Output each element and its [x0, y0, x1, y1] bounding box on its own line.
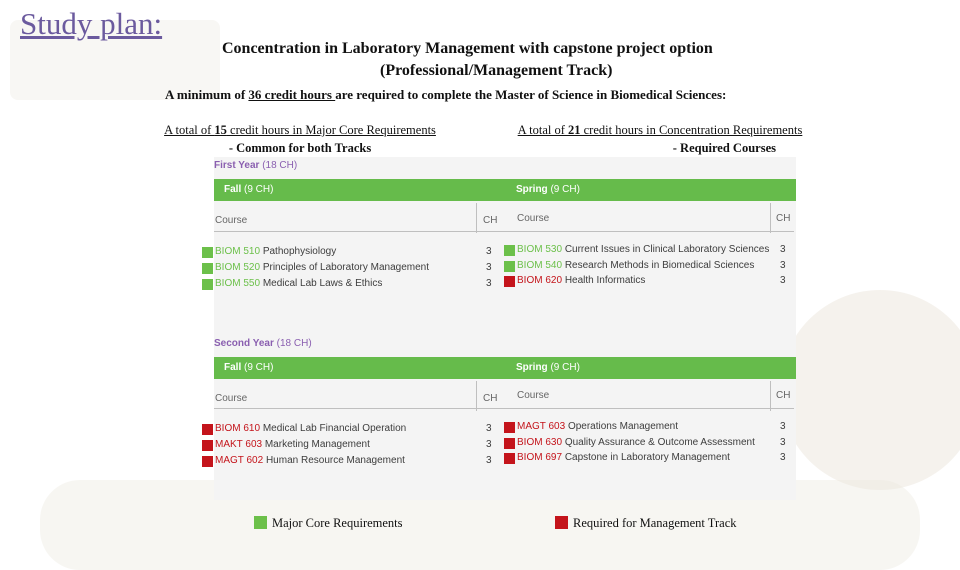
course-credit-hours: 3: [780, 421, 786, 432]
y2-header-rule: [214, 408, 794, 409]
course-code: BIOM 550: [215, 278, 261, 289]
y2-fall-label: Fall (9 CH): [224, 362, 274, 373]
concentration-requirements-note: [480, 121, 840, 157]
course-row: [517, 275, 645, 287]
subtitle-track: (Professional/Management Track): [380, 62, 613, 79]
course-type-marker: [202, 424, 213, 435]
course-code: MAKT 603: [215, 439, 263, 450]
course-row: [215, 423, 406, 435]
course-code: BIOM 510: [215, 246, 261, 257]
course-code: BIOM 520: [215, 262, 261, 273]
course-credit-hours: 3: [486, 262, 492, 273]
course-row: [215, 455, 405, 467]
course-credit-hours: 3: [780, 436, 786, 448]
subtitle-concentration: Concentration in Laboratory Management with capstone project option: [222, 40, 713, 57]
course-row: [215, 262, 429, 274]
legend-management-label: Required for Management Track: [573, 516, 737, 530]
second-year-semester-bar: [214, 357, 796, 379]
course-type-marker: [202, 263, 213, 274]
course-title: Research Methods in Biomedical Sciences: [564, 259, 755, 271]
course-credit-hours: 3: [486, 278, 492, 289]
course-credit-hours: 3: [486, 455, 492, 466]
course-credit-hours: 3: [486, 439, 492, 450]
concentration-hours: 21: [568, 123, 581, 137]
concentration-prefix: A total of: [517, 123, 568, 137]
core-prefix: A total of: [164, 123, 215, 137]
course-type-marker: [504, 276, 515, 287]
legend-core: [254, 515, 403, 531]
course-title: Operations Management: [567, 421, 679, 432]
y1-spring-course-header: Course: [517, 213, 550, 224]
y1-spring-divider: [770, 203, 771, 233]
y2-fall-ch-header: CH: [483, 393, 498, 404]
core-hours: 15: [214, 123, 227, 137]
minimum-suffix: are required to complete the Master of Science in Biomedical Sciences:: [335, 87, 727, 102]
y1-spring-label: Spring (9 CH): [516, 184, 580, 195]
course-code: BIOM 697: [517, 452, 563, 463]
course-code: MAGT 603: [517, 421, 566, 432]
y2-spring-label: Spring (9 CH): [516, 362, 580, 373]
course-title: Medical Lab Financial Operation: [262, 423, 407, 434]
course-type-marker: [202, 279, 213, 290]
course-title: Capstone in Laboratory Management: [564, 452, 730, 463]
course-type-marker: [202, 247, 213, 258]
y2-spring-course-header: Course: [517, 390, 550, 401]
course-code: BIOM 540: [517, 259, 563, 271]
y1-fall-divider: [476, 203, 477, 233]
course-type-marker: [202, 456, 213, 467]
course-credit-hours: 3: [780, 452, 786, 463]
course-row: [517, 260, 754, 272]
y2-spring-ch-header: CH: [776, 390, 791, 401]
y1-header-rule: [214, 231, 794, 232]
course-row: [517, 244, 769, 256]
course-type-marker: [504, 422, 515, 433]
course-title: Quality Assurance & Outcome Assessment: [564, 436, 755, 448]
y2-fall-divider: [476, 381, 477, 411]
y2-spring-divider: [770, 381, 771, 411]
y1-fall-label: Fall (9 CH): [224, 184, 274, 195]
course-credit-hours: 3: [486, 246, 492, 257]
page-title: Study plan:: [20, 6, 163, 41]
y2-fall-course-header: Course: [215, 393, 248, 404]
y1-fall-course-header: Course: [215, 215, 248, 226]
legend-core-swatch: [254, 516, 267, 529]
course-title: Health Informatics: [564, 275, 646, 286]
course-type-marker: [504, 438, 515, 449]
legend-management-swatch: [555, 516, 568, 529]
course-credit-hours: 3: [780, 244, 786, 255]
course-row: [215, 278, 382, 290]
course-title: Pathophysiology: [262, 246, 337, 257]
concentration-suffix: credit hours in Concentration Requirements: [580, 123, 803, 137]
course-row: [517, 437, 755, 449]
course-row: [215, 439, 370, 451]
course-type-marker: [504, 261, 515, 272]
first-year-semester-bar: [214, 179, 796, 201]
course-title: Marketing Management: [264, 439, 370, 450]
course-type-marker: [504, 453, 515, 464]
course-code: BIOM 620: [517, 275, 563, 286]
y1-fall-ch-header: CH: [483, 215, 498, 226]
course-code: BIOM 610: [215, 423, 261, 434]
course-credit-hours: 3: [486, 423, 492, 434]
course-title: Principles of Laboratory Management: [262, 262, 430, 273]
legend-management: [555, 515, 737, 531]
course-code: BIOM 630: [517, 436, 563, 448]
core-note: - Common for both Tracks: [228, 141, 372, 155]
course-code: MAGT 602: [215, 455, 264, 466]
course-row: [517, 421, 678, 433]
second-year-label: Second Year (18 CH): [214, 338, 312, 349]
course-code: BIOM 530: [517, 244, 563, 255]
legend-core-label: Major Core Requirements: [272, 516, 403, 530]
minimum-hours: 36 credit hours: [248, 87, 336, 102]
course-title: Medical Lab Laws & Ethics: [262, 278, 383, 289]
core-suffix: credit hours in Major Core Requirements: [226, 123, 436, 137]
minimum-credit-statement: [165, 86, 726, 103]
course-type-marker: [202, 440, 213, 451]
course-credit-hours: 3: [780, 259, 786, 271]
course-title: Current Issues in Clinical Laboratory Sciences: [564, 244, 770, 255]
first-year-label: First Year (18 CH): [214, 160, 298, 171]
course-type-marker: [504, 245, 515, 256]
core-requirements-note: [130, 121, 470, 157]
course-title: Human Resource Management: [265, 455, 405, 466]
course-row: [215, 246, 336, 258]
concentration-note: - Required Courses: [672, 141, 776, 155]
minimum-prefix: A minimum of: [165, 87, 249, 102]
course-row: [517, 452, 730, 464]
y1-spring-ch-header: CH: [776, 213, 791, 224]
background-building: [780, 290, 960, 490]
course-credit-hours: 3: [780, 275, 786, 286]
study-plan-table: [214, 157, 796, 500]
